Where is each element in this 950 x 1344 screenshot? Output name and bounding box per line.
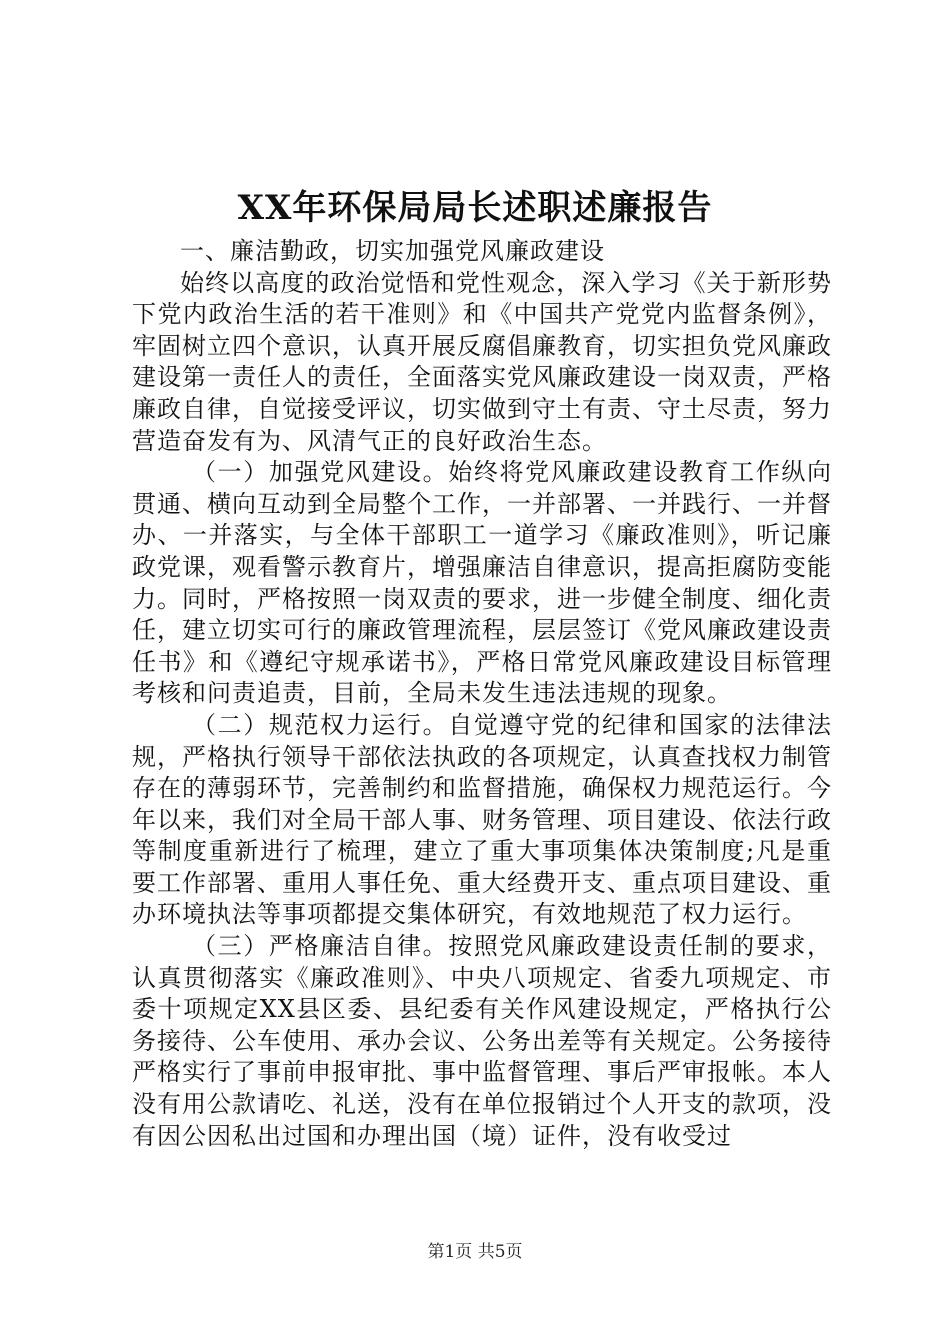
paragraph-power-operation: （二）规范权力运行。自觉遵守党的纪律和国家的法律法规，严格执行领导干部依法执政的各项规定，认真查找权力制管存在的薄弱环节，完善制约和监督措施，确保权力规范运行。今年以来，我们对全局干部人事、财务管理、项目建设、依法行政等制度重新进行了梳理，建立了重大事项集体决策制度;凡是重要工作部署、重用人事任免、重大经费开支、重点项目建设、重办环境执法等事项都提交集体研究，有效地规范了权力运行。 [132,710,832,929]
paragraph-self-discipline: （三）严格廉洁自律。按照党风廉政建设责任制的要求，认真贯彻落实《廉政准则》、中央八项规定、省委九项规定、市委十项规定XX县区委、县纪委有关作风建设规定，严格执行公务接待、公车使用、承办会议、公务出差等有关规定。公务接待严格实行了事前申报审批、事中监督管理、事后严审报帐。本人没有用公款请吃、礼送，没有在单位报销过个人开支的款项，没有因公因私出过国和办理出国（境）证件，没有收受过 [132,932,832,1150]
document-title: XX年环保局局长述职述廉报告 [237,188,713,228]
paragraph-intro: 始终以高度的政治觉悟和党性观念，深入学习《关于新形势下党内政治生活的若干准则》和《中国共产党党内监督条例》，牢固树立四个意识，认真开展反腐倡廉教育，切实担负党风廉政建设第一责任人的责任，全面落实党风廉政建设一岗双责，严格廉政自律，自觉接受评议，切实做到守土有责、守土尽责，努力营造奋发有为、风清气正的良好政治生态。 [132,268,832,455]
section-heading: 一、廉洁勤政，切实加强党风廉政建设 [180,237,605,265]
paragraph-party-conduct: （一）加强党风建设。始终将党风廉政建设教育工作纵向贯通、横向互动到全局整个工作，一并部署、一并践行、一并督办、一并落实，与全体干部职工一道学习《廉政准则》，听记廉政党课，观看警示教育片，增强廉洁自律意识，提高拒腐防变能力。同时，严格按照一岗双责的要求，进一步健全制度、细化责任，建立切实可行的廉政管理流程，层层签订《党风廉政建设责任书》和《遵纪守规承诺书》，严格日常党风廉政建设目标管理考核和问责追责，目前，全局未发生违法违规的现象。 [132,458,832,708]
document-body [132,236,832,1152]
page-indicator: 第1页 共5页 [427,1242,523,1262]
